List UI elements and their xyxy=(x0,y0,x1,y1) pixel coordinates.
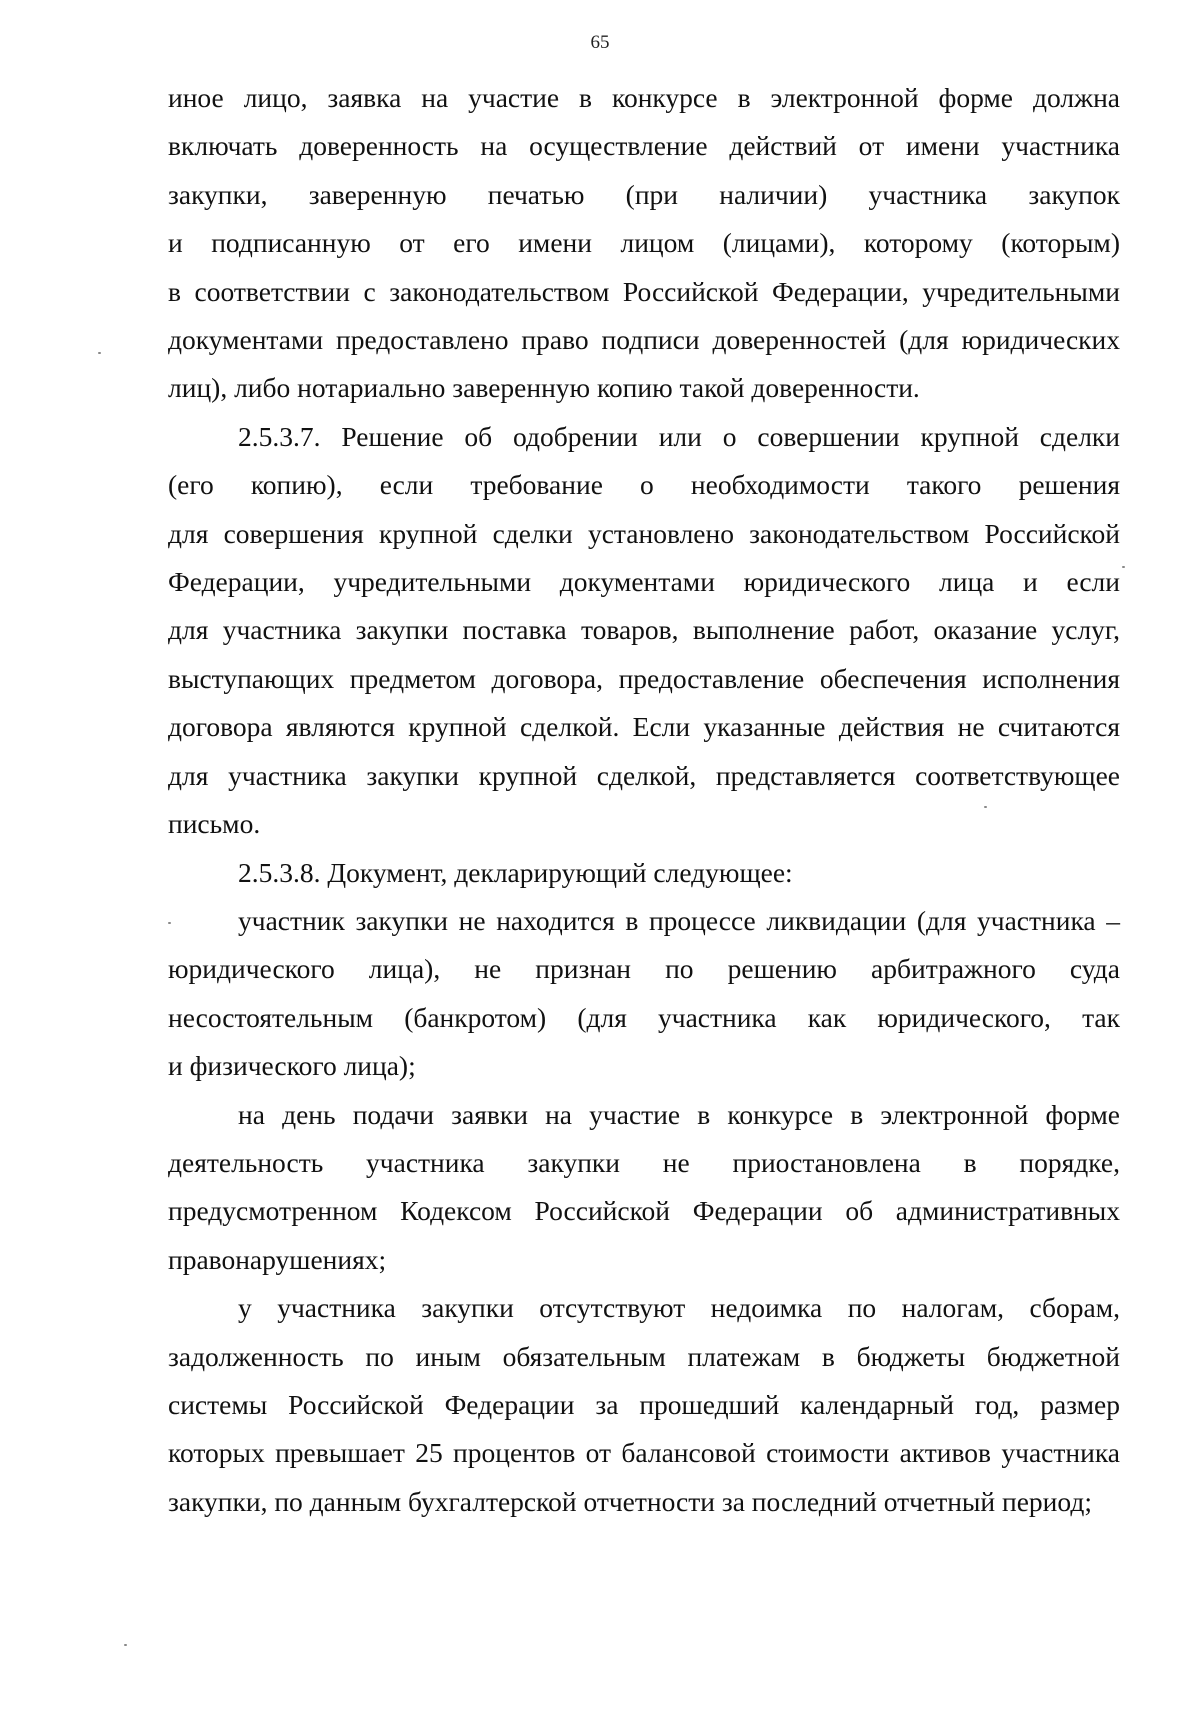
text-line: для участника закупки крупной сделкой, представляется соответствующее xyxy=(168,759,1120,791)
text-line: в соответствии с законодательством Российской Федерации, учредительными xyxy=(168,275,1120,307)
paragraph-2-5-3-8 xyxy=(168,849,1120,897)
text-line: для совершения крупной сделки установлено законодательством Российской xyxy=(168,517,1120,549)
text-line: Федерации, учредительными документами юридического лица и если xyxy=(168,566,1120,598)
text-line: правонарушениях; xyxy=(168,1243,387,1275)
text-line: юридического лица), не признан по решению арбитражного суда xyxy=(168,953,1120,985)
text-line: включать доверенность на осуществление действий от имени участника xyxy=(168,130,1120,162)
text-line: документами предоставлено право подписи доверенностей (для юридических xyxy=(168,324,1120,356)
text-line: (его копию), если требование о необходимости такого решения xyxy=(168,469,1120,501)
paragraph-liquidation xyxy=(168,897,1120,1091)
text-line: несостоятельным (банкротом) (для участника как юридического, так xyxy=(168,1001,1120,1033)
text-line: выступающих предметом договора, предоставление обеспечения исполнения xyxy=(168,662,1120,694)
text-line: закупки, по данным бухгалтерской отчетности за последний отчетный период; xyxy=(168,1485,1092,1517)
paragraph-arrears xyxy=(168,1284,1120,1526)
text-line: для участника закупки поставка товаров, выполнение работ, оказание услуг, xyxy=(168,614,1120,646)
text-line: иное лицо, заявка на участие в конкурсе в электронной форме должна xyxy=(168,82,1120,113)
scan-speck xyxy=(984,806,987,808)
text-line: 2.5.3.7. Решение об одобрении или о совершении крупной сделки xyxy=(238,420,1120,452)
paragraph-suspension xyxy=(168,1091,1120,1285)
text-line: деятельность участника закупки не приостановлена в порядке, xyxy=(168,1146,1120,1178)
scan-speck xyxy=(124,1644,127,1646)
page-number: 65 xyxy=(590,32,610,53)
document-body xyxy=(168,74,1120,1526)
text-line: письмо. xyxy=(168,808,261,840)
text-line: закупки, заверенную печатью (при наличии) участника закупок xyxy=(168,178,1120,210)
scan-speck xyxy=(1122,566,1125,568)
text-line: на день подачи заявки на участие в конкурсе в электронной форме xyxy=(238,1098,1120,1130)
scan-speck xyxy=(98,352,101,354)
text-line: 2.5.3.8. Документ, декларирующий следующее: xyxy=(238,856,793,888)
text-line: которых превышает 25 процентов от балансовой стоимости активов участника xyxy=(168,1437,1120,1469)
paragraph-2-5-3-7 xyxy=(168,413,1120,849)
text-line: договора являются крупной сделкой. Если указанные действия не считаются xyxy=(168,711,1120,743)
paragraph-continuation xyxy=(168,74,1120,413)
text-line: системы Российской Федерации за прошедший календарный год, размер xyxy=(168,1388,1120,1420)
scan-speck xyxy=(168,922,171,924)
text-line: задолженность по иным обязательным платежам в бюджеты бюджетной xyxy=(168,1340,1120,1372)
text-line: и физического лица); xyxy=(168,1050,416,1082)
text-line: предусмотренном Кодексом Российской Федерации об административных xyxy=(168,1195,1120,1227)
text-line: и подписанную от его имени лицом (лицами), которому (которым) xyxy=(168,227,1120,259)
text-line: участник закупки не находится в процессе ликвидации (для участника – xyxy=(238,904,1120,936)
text-line: у участника закупки отсутствуют недоимка по налогам, сборам, xyxy=(238,1292,1120,1324)
text-line: лиц), либо нотариально заверенную копию такой доверенности. xyxy=(168,372,920,404)
